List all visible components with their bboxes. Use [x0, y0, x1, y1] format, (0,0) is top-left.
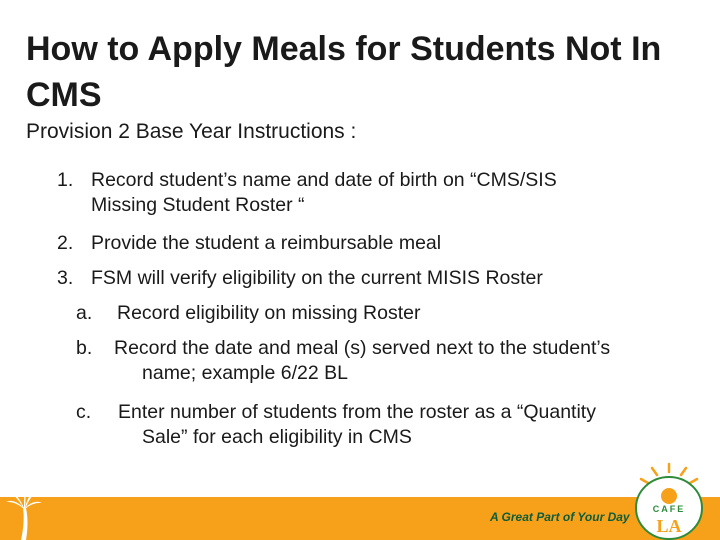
slide-subtitle: Provision 2 Base Year Instructions :: [26, 120, 357, 143]
list-item: [57, 266, 697, 291]
list-item-text: FSM will verify eligibility on the current MISIS Roster: [91, 267, 543, 289]
logo-mark-text: LA: [656, 516, 682, 536]
list-item: [57, 168, 697, 218]
list-marker: b.: [76, 337, 93, 359]
list-item: [57, 231, 697, 256]
list-marker: c.: [76, 401, 92, 423]
list-item: [76, 336, 696, 386]
list-item-text: Record the date and meal (s) served next to the student’s: [114, 337, 611, 359]
cafe-la-logo: [631, 460, 707, 540]
list-marker: 1.: [57, 169, 74, 191]
slide-title: How to Apply Meals for Students Not In CMS: [26, 30, 662, 114]
palm-tree-icon: [4, 488, 44, 540]
list-item-text: Record student’s name and date of birth on “CMS/SIS: [91, 169, 557, 191]
list-item: [76, 400, 696, 450]
logo-cafe-text: CAFE: [652, 504, 686, 514]
list-marker: a.: [76, 302, 93, 324]
list-item-text: Missing Student Roster “: [91, 194, 305, 216]
list-item-text: Sale” for each eligibility in CMS: [142, 426, 412, 448]
list-item-text: Record eligibility on missing Roster: [117, 302, 421, 324]
footer-tagline: A Great Part of Your Day: [490, 510, 630, 524]
list-item-text: name; example 6/22 BL: [142, 362, 348, 384]
list-item-text: Enter number of students from the roster as a “Quantity: [118, 401, 596, 423]
list-item: [76, 301, 696, 326]
list-marker: 2.: [57, 232, 74, 254]
list-marker: 3.: [57, 267, 74, 289]
list-item-text: Provide the student a reimbursable meal: [91, 232, 442, 254]
